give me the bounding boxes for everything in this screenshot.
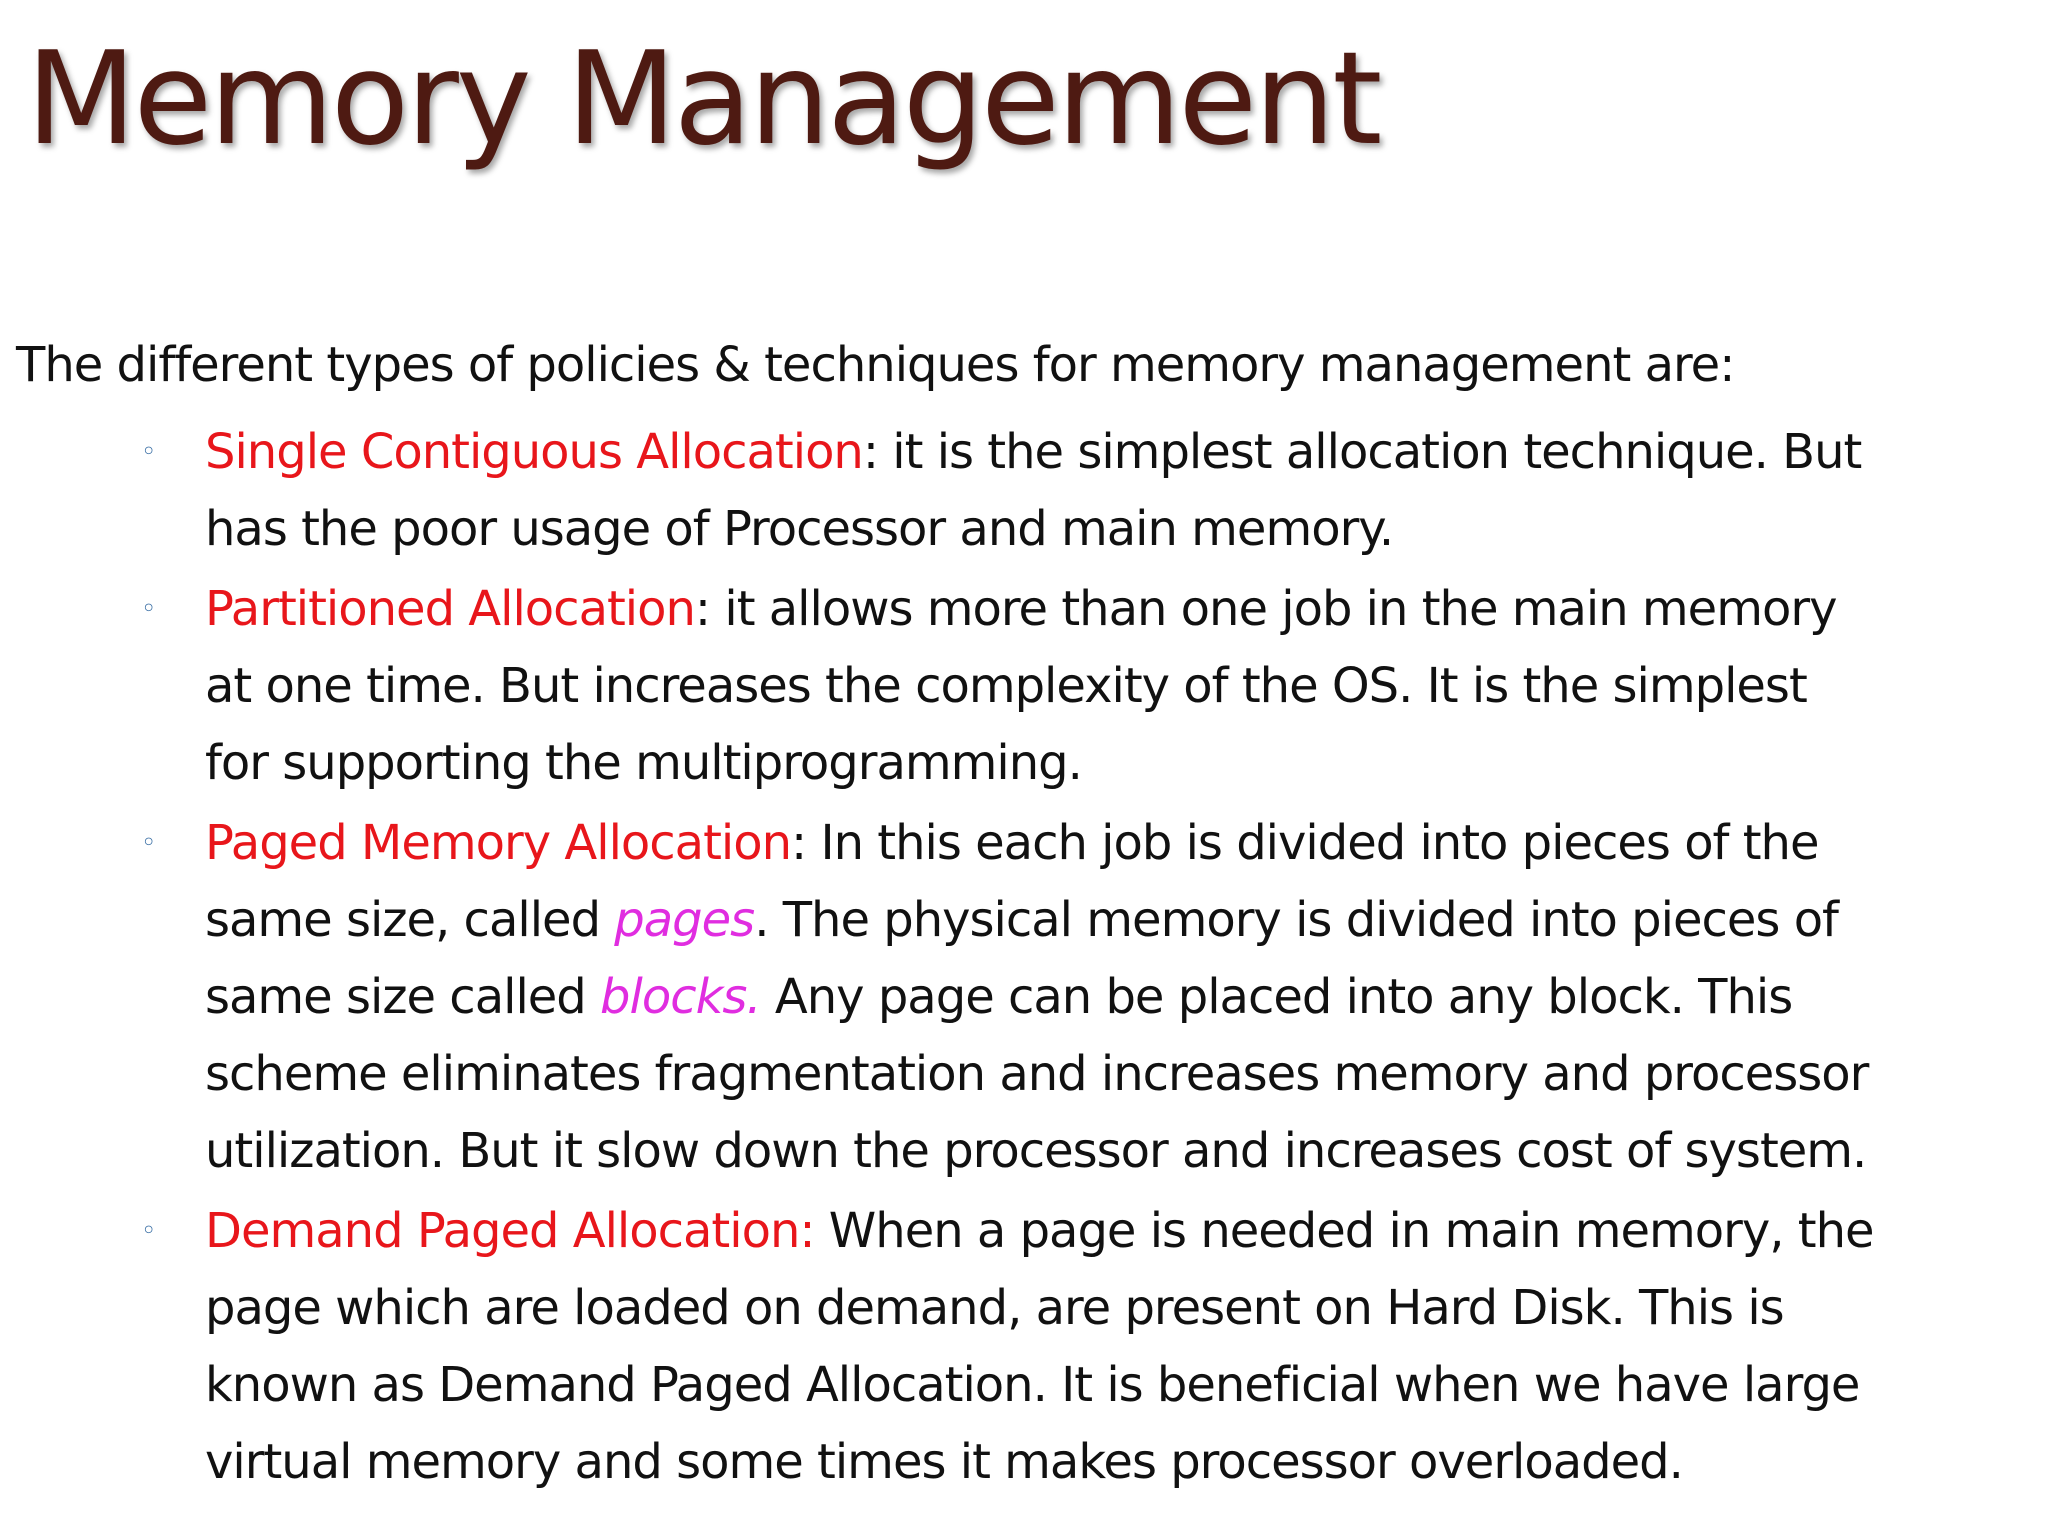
bullet-demand-paged-allocation [141,1193,2035,1501]
bullet-line [205,571,2035,648]
bullet-term: Demand Paged Allocation: [205,1203,815,1259]
bullet-term: Paged Memory Allocation [205,815,792,871]
bullet-text: . The physical memory is divided into pieces of [754,892,1838,948]
bullet-partitioned-allocation [141,571,2035,802]
bullet-text: same size called [205,969,601,1025]
bullet-text: When a page is needed in main memory, the [814,1203,1874,1259]
bullet-line: known as Demand Paged Allocation. It is beneficial when we have large [205,1357,1860,1413]
bullet-text: same size, called [205,892,615,948]
bullet-line [205,959,2035,1036]
bullet-term-sep: : [862,424,879,480]
bullet-term-sep: : [694,581,711,637]
bullet-text: Any page can be placed into any block. This [760,969,1793,1025]
bullet-circle-icon: ◦ [141,1216,156,1246]
bullet-line: has the poor usage of Processor and main memory. [205,501,1394,557]
bullet-line: page which are loaded on demand, are present on Hard Disk. This is [205,1280,1784,1336]
bullet-paged-memory-allocation [141,805,2035,1190]
bullet-term: Partitioned Allocation [205,581,695,637]
bullet-text: In this each job is divided into pieces of the [806,815,1819,871]
bullet-line: scheme eliminates fragmentation and increases memory and processor [205,1046,1869,1102]
bullet-line: utilization. But it slow down the processor and increases cost of system. [205,1123,1867,1179]
bullet-line: virtual memory and some times it makes processor overloaded. [205,1434,1683,1490]
intro-text: The different types of policies & techniques for memory management are: [16,337,1735,393]
bullet-line [205,1193,2035,1270]
bullet-line [205,414,2035,491]
bullet-term: Single Contiguous Allocation [205,424,863,480]
bullet-circle-icon: ◦ [141,594,156,624]
bullet-line: at one time. But increases the complexity of the OS. It is the simplest [205,658,1807,714]
highlight-term-pages: pages [614,892,755,948]
bullet-single-contiguous-allocation [141,414,2035,568]
bullet-circle-icon: ◦ [141,437,156,467]
bullet-text: it is the simplest allocation technique. But [878,424,1862,480]
bullet-line [205,882,2035,959]
bullet-line: for supporting the multiprogramming. [205,735,1082,791]
bullet-circle-icon: ◦ [141,828,156,858]
bullet-text: it allows more than one job in the main memory [710,581,1837,637]
slide-title: Memory Management [26,25,1380,174]
bullet-list [141,414,2035,1504]
highlight-term-blocks: blocks. [600,969,761,1025]
bullet-term-sep: : [791,815,807,871]
bullet-line [205,805,2035,882]
